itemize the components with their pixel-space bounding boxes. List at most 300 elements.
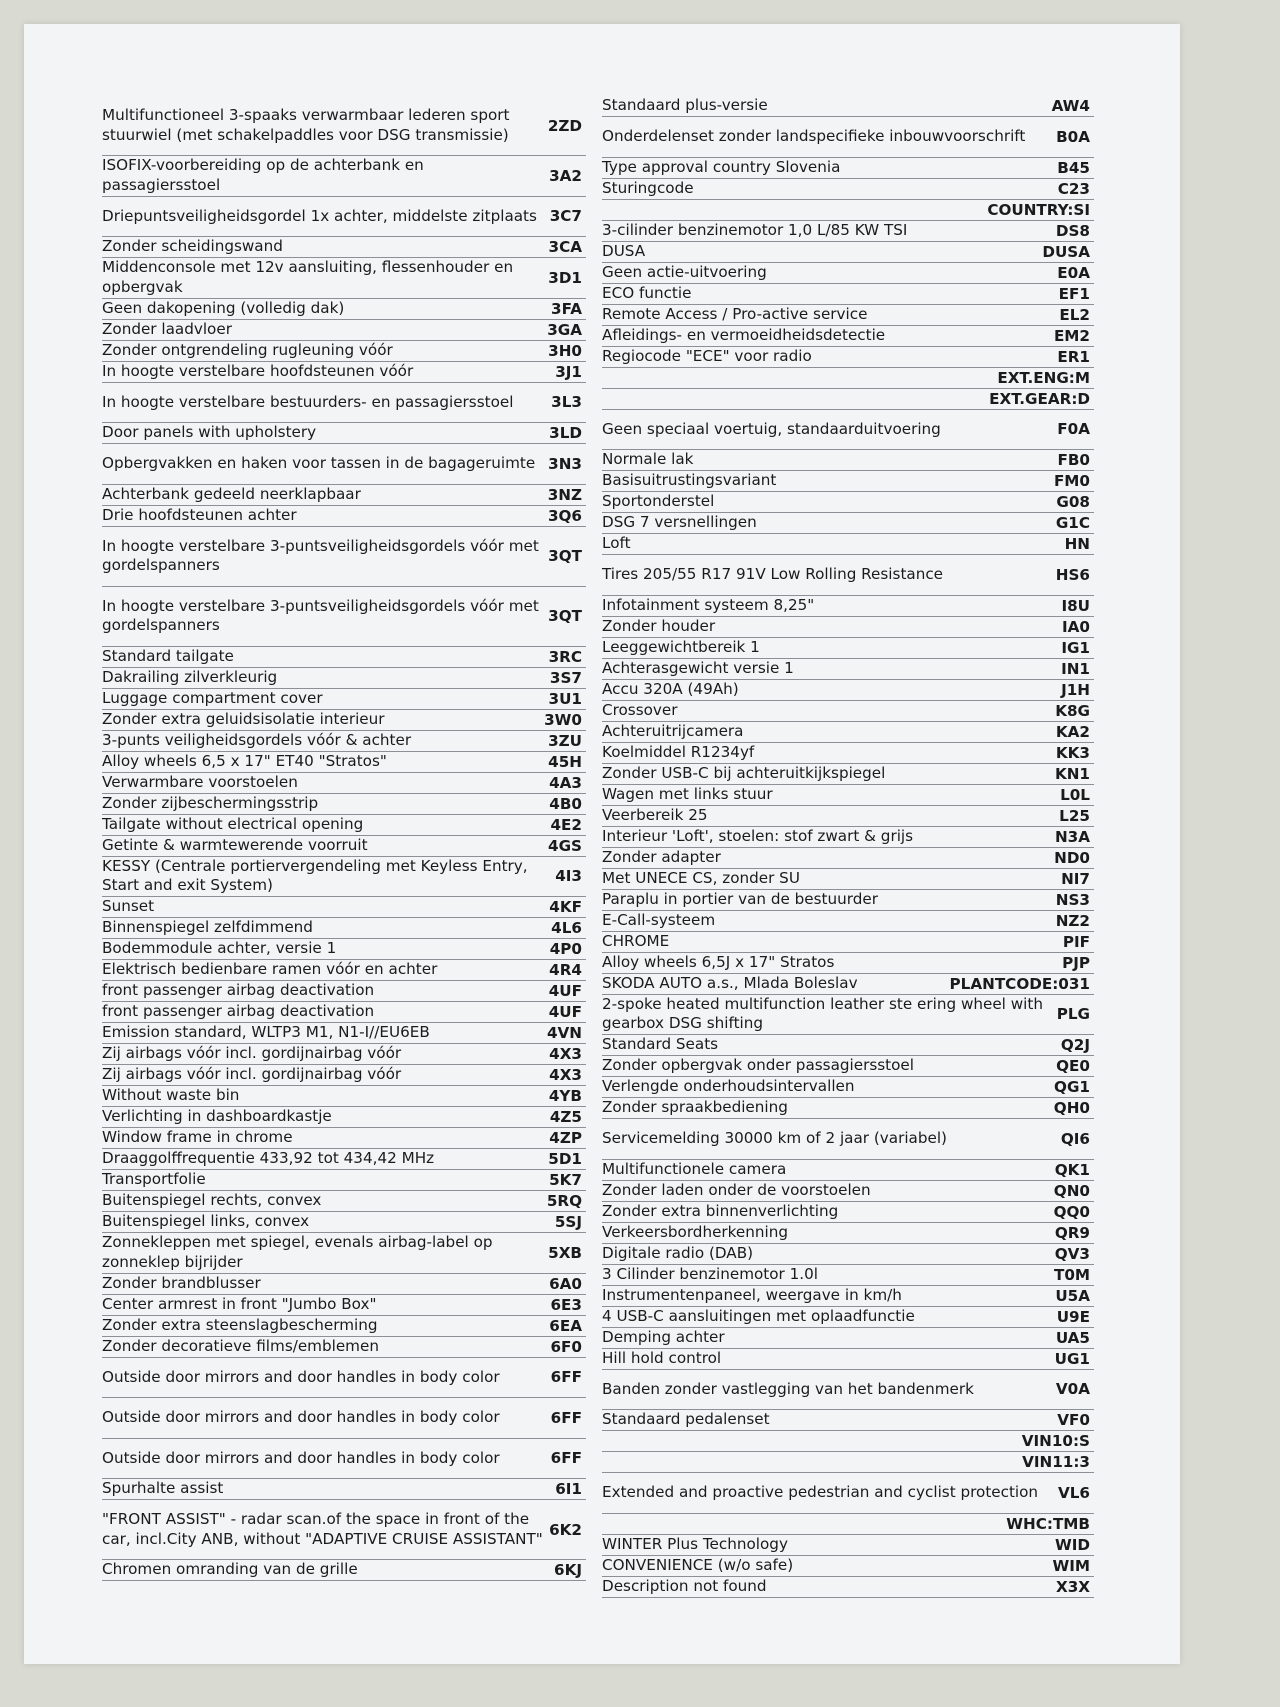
option-description: Loft: [602, 534, 631, 553]
option-description: ISOFIX-voorbereiding op de achterbank en passagiersstoel: [102, 156, 424, 194]
option-row: [102, 752, 586, 773]
option-code: L25: [1059, 806, 1090, 825]
option-code: KA2: [1055, 722, 1090, 741]
option-code: U9E: [1056, 1307, 1090, 1326]
option-code: QI6: [1060, 1129, 1090, 1148]
option-description: WINTER Plus Technology: [602, 1534, 788, 1553]
option-code: F0A: [1057, 420, 1090, 439]
option-description: Geen dakopening (volledig dak): [102, 298, 345, 317]
left-option-list: [102, 96, 586, 1581]
option-row: [602, 555, 1094, 596]
option-row: [102, 710, 586, 731]
option-code: COUNTRY:SI: [987, 200, 1090, 219]
option-description: Onderdelenset zonder landspecifieke inbouwvoorschrift: [602, 127, 1026, 145]
option-row: [102, 423, 586, 444]
option-row: [602, 932, 1094, 953]
option-row: [102, 647, 586, 668]
option-description: Zij airbags vóór incl. gordijnairbag vóór: [102, 1065, 402, 1084]
option-code: 4X3: [549, 1066, 582, 1084]
option-code: VL6: [1058, 1483, 1090, 1502]
option-row: [602, 450, 1094, 471]
option-description: Leeggewichtbereik 1: [602, 637, 760, 656]
option-row: [602, 722, 1094, 743]
option-row: [102, 1439, 586, 1480]
option-row: [102, 794, 586, 815]
option-row: [102, 1316, 586, 1337]
option-description: Buitenspiegel rechts, convex: [102, 1191, 322, 1210]
option-description: Interieur 'Loft', stoelen: stof zwart & grijs: [602, 826, 914, 845]
option-row: [602, 368, 1094, 389]
option-row: [102, 1233, 586, 1274]
option-row: [102, 527, 586, 587]
option-description: Zonder extra binnenverlichting: [602, 1201, 839, 1220]
option-row: [102, 299, 586, 320]
option-row: [602, 1181, 1094, 1202]
option-code: 3A2: [549, 166, 582, 185]
option-row: [102, 1149, 586, 1170]
option-description: Veerbereik 25: [602, 805, 708, 824]
option-description: Met UNECE CS, zonder SU: [602, 868, 800, 887]
option-code: 3NZ: [547, 485, 582, 504]
option-row: [602, 1431, 1094, 1452]
option-description: Hill hold control: [602, 1348, 722, 1367]
option-code: EL2: [1059, 305, 1090, 324]
option-code: WID: [1054, 1535, 1090, 1554]
option-description: Opbergvakken en haken voor tassen in de bagageruimte: [102, 454, 536, 472]
option-row: [102, 939, 586, 960]
option-row: [602, 806, 1094, 827]
option-row: [602, 659, 1094, 680]
option-row: [602, 1035, 1094, 1056]
option-row: [602, 179, 1094, 200]
option-description: Verkeersbordherkenning: [602, 1222, 788, 1241]
option-code: G08: [1056, 493, 1090, 511]
option-description: Zonder scheidingswand: [102, 237, 283, 256]
option-row: [602, 827, 1094, 848]
option-row: [602, 1349, 1094, 1370]
option-row: [602, 1556, 1094, 1577]
option-row: [602, 221, 1094, 242]
option-row: [602, 743, 1094, 764]
option-description: Transportfolie: [102, 1170, 206, 1189]
option-description: Zonnekleppen met spiegel, evenals airbag-label op zonneklep bijrijder: [102, 1233, 493, 1271]
option-description: Elektrisch bedienbare ramen vóór en achter: [102, 960, 438, 979]
option-description: Tailgate without electrical opening: [102, 814, 364, 833]
option-code: Q2J: [1060, 1036, 1090, 1054]
option-description: front passenger airbag deactivation: [102, 981, 375, 1000]
option-description: Description not found: [602, 1576, 767, 1595]
option-code: NI7: [1061, 869, 1090, 888]
option-description: DUSA: [602, 241, 646, 260]
option-code: VF0: [1057, 1411, 1090, 1429]
paper-sheet: [24, 24, 1180, 1664]
option-description: Middenconsole met 12v aansluiting, flessenhouder en opbergvak: [102, 258, 514, 296]
option-row: [102, 444, 586, 485]
option-row: [602, 1098, 1094, 1119]
option-code: 6FF: [550, 1368, 582, 1387]
option-code: X3X: [1056, 1577, 1090, 1596]
option-code: 45H: [548, 752, 582, 771]
option-description: Accu 320A (49Ah): [602, 679, 739, 698]
option-code: 4R4: [549, 961, 582, 979]
option-row: [602, 347, 1094, 368]
option-row: [602, 890, 1094, 911]
option-code: T0M: [1053, 1265, 1090, 1284]
option-description: front passenger airbag deactivation: [102, 1002, 375, 1021]
option-row: [602, 974, 1094, 995]
option-row: [602, 995, 1094, 1036]
option-description: 4 USB-C aansluitingen met oplaadfunctie: [602, 1306, 915, 1325]
option-description: Buitenspiegel links, convex: [102, 1212, 310, 1231]
option-code: 6EA: [549, 1316, 582, 1335]
option-row: [602, 96, 1094, 117]
option-row: [602, 534, 1094, 555]
option-row: [102, 836, 586, 857]
option-description: DSG 7 versnellingen: [602, 513, 757, 532]
option-description: 3-cilinder benzinemotor 1,0 L/85 KW TSI: [602, 220, 908, 239]
option-row: [102, 197, 586, 238]
option-row: [102, 1023, 586, 1044]
option-code: EM2: [1053, 326, 1090, 345]
option-description: Geen actie-uitvoering: [602, 262, 767, 281]
option-row: [602, 492, 1094, 513]
option-code: 3QT: [548, 607, 582, 625]
option-description: Basisuitrustingsvariant: [602, 471, 777, 490]
option-code: 5K7: [549, 1171, 582, 1189]
option-row: [102, 1358, 586, 1399]
option-code: 3S7: [549, 668, 582, 687]
option-description: CONVENIENCE (w/o safe): [602, 1555, 794, 1574]
option-code: 4UF: [548, 982, 582, 1000]
option-description: Standard Seats: [602, 1035, 719, 1054]
option-row: [602, 596, 1094, 617]
option-row: [102, 668, 586, 689]
option-row: [602, 1223, 1094, 1244]
option-row: [102, 587, 586, 647]
option-row: [102, 918, 586, 939]
option-code: 3L3: [551, 393, 582, 412]
option-description: "FRONT ASSIST" - radar scan.of the space in front of the car, incl.City ANB, without "ADAPTIVE CRUISE ASSISTANT": [102, 1510, 543, 1548]
option-description: Normale lak: [602, 450, 694, 469]
option-code: G1C: [1055, 514, 1090, 532]
option-row: [602, 117, 1094, 158]
option-row: [102, 258, 586, 299]
option-description: Chromen omranding van de grille: [102, 1560, 358, 1579]
option-code: 3J1: [555, 362, 582, 381]
option-row: [602, 1056, 1094, 1077]
option-code: 3U1: [548, 689, 582, 708]
option-row: [602, 200, 1094, 221]
option-row: [102, 1065, 586, 1086]
option-code: 4GS: [548, 836, 582, 855]
option-description: Multifunctioneel 3-spaaks verwarmbaar lederen sport stuurwiel (met schakelpaddles voor DSG transmissie): [102, 106, 510, 144]
option-description: Paraplu in portier van de bestuurder: [602, 889, 878, 908]
option-code: PLG: [1056, 1005, 1090, 1024]
option-row: [102, 1107, 586, 1128]
option-code: 6FF: [550, 1408, 582, 1427]
option-row: [602, 848, 1094, 869]
option-row: [602, 471, 1094, 492]
option-code: 3FA: [551, 299, 582, 318]
option-code: 6A0: [549, 1274, 582, 1293]
option-code: ER1: [1057, 347, 1090, 366]
option-description: Zonder houder: [602, 616, 716, 635]
option-row: [602, 158, 1094, 179]
option-row: [602, 764, 1094, 785]
option-row: [102, 1002, 586, 1023]
option-row: [102, 1170, 586, 1191]
option-row: [602, 1514, 1094, 1535]
option-code: QV3: [1054, 1244, 1090, 1263]
option-description: In hoogte verstelbare 3-puntsveiligheidsgordels vóór met gordelspanners: [102, 596, 539, 634]
option-description: Sturingcode: [602, 178, 694, 197]
option-description: Outside door mirrors and door handles in body color: [102, 1367, 500, 1386]
option-row: [102, 96, 586, 156]
option-description: Zonder adapter: [602, 847, 721, 866]
option-description: Zonder zijbeschermingsstrip: [102, 793, 319, 812]
option-description: Zonder laden onder de voorstoelen: [602, 1180, 871, 1199]
option-code: EF1: [1058, 284, 1090, 303]
option-description: Dakrailing zilverkleurig: [102, 667, 278, 686]
option-code: 5XB: [548, 1243, 582, 1262]
option-code: 5RQ: [546, 1192, 582, 1210]
option-row: [102, 1479, 586, 1500]
option-row: [602, 1244, 1094, 1265]
option-description: Verlichting in dashboardkastje: [102, 1107, 332, 1126]
option-row: [102, 1337, 586, 1358]
option-row: [102, 506, 586, 527]
option-row: [602, 1265, 1094, 1286]
option-description: Banden zonder vastlegging van het bandenmerk: [602, 1379, 974, 1398]
option-description: Getinte & warmtewerende voorruit: [102, 835, 368, 854]
option-description: Zonder brandblusser: [102, 1273, 261, 1292]
option-code: 4KF: [549, 898, 582, 916]
option-description: Zonder extra steenslagbescherming: [102, 1315, 378, 1334]
option-description: Type approval country Slovenia: [602, 157, 841, 176]
option-code: HS6: [1055, 565, 1090, 584]
option-description: Standard tailgate: [102, 646, 234, 665]
option-code: 3GA: [547, 320, 582, 339]
option-description: In hoogte verstelbare hoofdsteunen vóór: [102, 361, 414, 380]
option-code: EXT.ENG:M: [997, 368, 1090, 387]
option-description: Infotainment systeem 8,25": [602, 595, 815, 614]
option-row: [102, 156, 586, 197]
option-description: Drie hoofdsteunen achter: [102, 505, 297, 524]
option-description: Verwarmbare voorstoelen: [102, 772, 298, 791]
option-row: [602, 617, 1094, 638]
option-code: QQ0: [1053, 1202, 1090, 1221]
option-code: 6F0: [550, 1337, 582, 1356]
option-description: 3 Cilinder benzinemotor 1.0l: [602, 1264, 818, 1283]
option-code: L0L: [1060, 785, 1090, 804]
option-row: [602, 1307, 1094, 1328]
option-code: IG1: [1061, 638, 1090, 657]
option-code: FM0: [1053, 472, 1090, 490]
option-row: [602, 638, 1094, 659]
option-row: [102, 1191, 586, 1212]
option-code: ND0: [1054, 848, 1090, 867]
option-description: Demping achter: [602, 1327, 725, 1346]
option-code: WHC:TMB: [1006, 1514, 1090, 1533]
option-code: 3W0: [544, 710, 582, 729]
option-description: Remote Access / Pro-active service: [602, 304, 868, 323]
option-description: In hoogte verstelbare 3-puntsveiligheidsgordels vóór met gordelspanners: [102, 536, 539, 574]
option-code: KN1: [1054, 764, 1090, 783]
option-row: [602, 1452, 1094, 1473]
option-description: Window frame in chrome: [102, 1128, 293, 1147]
option-description: Afleidings- en vermoeidheidsdetectie: [602, 325, 886, 344]
option-code: VIN10:S: [1021, 1432, 1090, 1450]
option-code: 3LD: [549, 424, 582, 442]
option-description: Binnenspiegel zelfdimmend: [102, 918, 313, 937]
option-description: KESSY (Centrale portiervergendeling met Keyless Entry, Start and exit System): [102, 856, 528, 895]
option-row: [602, 410, 1094, 451]
option-row: [102, 237, 586, 258]
option-code: KK3: [1055, 743, 1090, 762]
option-row: [602, 785, 1094, 806]
option-code: QK1: [1054, 1160, 1090, 1179]
option-description: Alloy wheels 6,5 x 17" ET40 "Stratos": [102, 751, 387, 770]
option-row: [602, 242, 1094, 263]
option-description: Alloy wheels 6,5J x 17" Stratos: [602, 952, 835, 971]
option-row: [102, 1044, 586, 1065]
option-description: CHROME: [602, 931, 670, 950]
option-row: [602, 1410, 1094, 1431]
option-description: Extended and proactive pedestrian and cyclist protection: [602, 1483, 1039, 1501]
option-code: DUSA: [1042, 242, 1090, 261]
option-description: Zonder ontgrendeling rugleuning vóór: [102, 340, 393, 359]
option-description: Emission standard, WLTP3 M1, N1-I//EU6EB: [102, 1023, 430, 1042]
option-row: [102, 815, 586, 836]
option-code: IA0: [1062, 617, 1090, 636]
option-code: QG1: [1054, 1078, 1090, 1096]
option-code: QN0: [1053, 1181, 1090, 1200]
option-code: 4L6: [551, 919, 582, 937]
option-row: [102, 1212, 586, 1233]
option-code: FB0: [1057, 451, 1090, 469]
option-code: 3RC: [548, 647, 582, 666]
option-description: Wagen met links stuur: [602, 784, 773, 803]
option-description: Verlengde onderhoudsintervallen: [602, 1077, 855, 1096]
option-code: B45: [1057, 158, 1090, 177]
option-description: Achterbank gedeeld neerklapbaar: [102, 484, 361, 503]
option-row: [102, 341, 586, 362]
option-code: PLANTCODE:031: [949, 974, 1090, 993]
option-description: Multifunctionele camera: [602, 1159, 787, 1178]
option-row: [102, 1560, 586, 1581]
option-description: Standaard plus-versie: [602, 96, 768, 115]
option-description: Tires 205/55 R17 91V Low Rolling Resistance: [602, 565, 944, 583]
option-code: 4UF: [548, 1003, 582, 1021]
option-row: [602, 389, 1094, 410]
option-code: 3ZU: [548, 731, 582, 750]
option-description: Draaggolffrequentie 433,92 tot 434,42 MHz: [102, 1149, 435, 1168]
option-description: Digitale radio (DAB): [602, 1243, 754, 1262]
option-description: Zij airbags vóór incl. gordijnairbag vóór: [102, 1044, 402, 1063]
option-code: 5D1: [548, 1150, 582, 1168]
option-row: [602, 953, 1094, 974]
option-description: Sportonderstel: [602, 492, 715, 511]
option-row: [102, 362, 586, 383]
option-row: [602, 1370, 1094, 1411]
option-description: Zonder spraakbediening: [602, 1098, 788, 1117]
option-description: Luggage compartment cover: [102, 688, 323, 707]
option-code: 4ZP: [549, 1129, 582, 1147]
option-description: E-Call-systeem: [602, 910, 716, 929]
option-row: [102, 1295, 586, 1316]
option-code: 6KJ: [554, 1561, 582, 1579]
option-description: SKODA AUTO a.s., Mlada Boleslav: [602, 973, 858, 992]
option-code: 4Z5: [549, 1108, 582, 1126]
option-description: Zonder decoratieve films/emblemen: [102, 1336, 379, 1355]
option-code: 4E2: [550, 815, 582, 834]
option-description: Without waste bin: [102, 1086, 240, 1105]
option-row: [602, 869, 1094, 890]
option-code: HN: [1064, 535, 1090, 553]
option-row: [102, 383, 586, 424]
option-description: Zonder extra geluidsisolatie interieur: [102, 709, 385, 728]
option-code: C23: [1057, 179, 1090, 198]
option-row: [102, 981, 586, 1002]
option-description: In hoogte verstelbare bestuurders- en passagiersstoel: [102, 392, 514, 411]
option-description: Achterasgewicht versie 1: [602, 658, 794, 677]
option-description: Spurhalte assist: [102, 1479, 224, 1498]
option-row: [602, 1473, 1094, 1514]
option-code: PIF: [1062, 932, 1090, 951]
option-code: B0A: [1056, 127, 1090, 146]
option-code: WIM: [1052, 1556, 1090, 1575]
option-row: [102, 1398, 586, 1439]
option-row: [602, 1286, 1094, 1307]
option-code: 3H0: [548, 341, 582, 360]
option-code: 3QT: [548, 547, 582, 565]
option-description: Zonder USB-C bij achteruitkijkspiegel: [602, 763, 886, 782]
option-description: 2-spoke heated multifunction leather ste ering wheel with gearbox DSG shifting: [602, 994, 1043, 1033]
option-description: Driepuntsveiligheidsgordel 1x achter, middelste zitplaats: [102, 206, 537, 225]
option-row: [102, 1086, 586, 1107]
option-code: 6K2: [549, 1520, 582, 1539]
option-row: [602, 911, 1094, 932]
option-description: Geen speciaal voertuig, standaarduitvoering: [602, 419, 941, 438]
option-code: DS8: [1055, 221, 1090, 240]
option-code: NS3: [1055, 890, 1090, 909]
option-code: K8G: [1055, 701, 1090, 720]
option-code: 4YB: [548, 1087, 582, 1105]
option-row: [602, 701, 1094, 722]
option-row: [602, 326, 1094, 347]
option-code: 4VN: [546, 1024, 582, 1042]
option-row: [102, 773, 586, 794]
option-row: [602, 263, 1094, 284]
option-description: Sunset: [102, 897, 155, 916]
option-row: [602, 1535, 1094, 1556]
option-row: [602, 1119, 1094, 1160]
option-description: Center armrest in front "Jumbo Box": [102, 1294, 377, 1313]
option-code: 4A3: [549, 773, 582, 792]
option-code: 4X3: [549, 1045, 582, 1063]
option-code: 3N3: [548, 454, 582, 473]
option-description: Outside door mirrors and door handles in body color: [102, 1408, 500, 1426]
option-code: 4B0: [549, 794, 582, 813]
option-code: 3D1: [548, 268, 582, 287]
option-code: EXT.GEAR:D: [989, 389, 1090, 408]
option-code: 3C7: [549, 207, 582, 226]
option-code: J1H: [1061, 680, 1090, 699]
option-row: [602, 1328, 1094, 1349]
option-row: [102, 857, 586, 898]
option-code: QE0: [1056, 1057, 1090, 1075]
right-option-list: [602, 96, 1094, 1598]
